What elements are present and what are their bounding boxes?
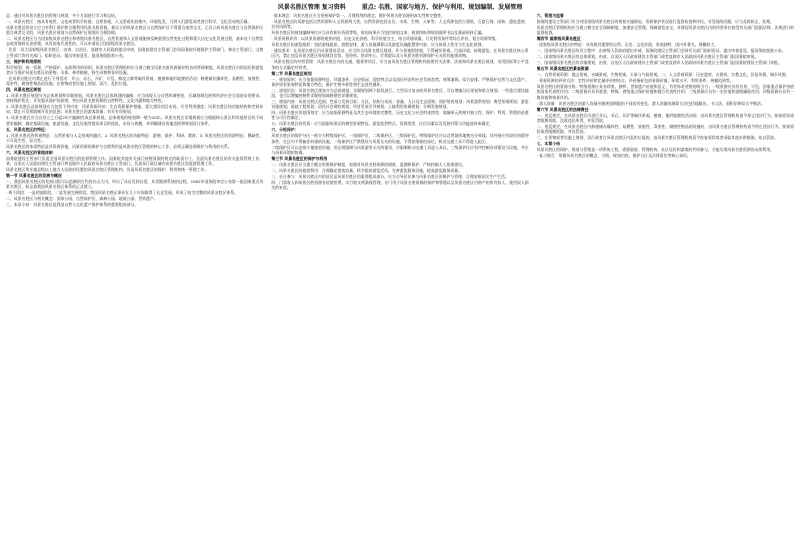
paragraph: 风景名胜区的规划编制单位应当具有相应资质等级，规划成果应当包括规划文本、规划图纸和规划说明书以及基础资料汇编。 (271, 30, 486, 36)
paragraph: · 注意：设立国家级风景名胜区，由省、自治区、直辖市人民政府提出申请，国务院建设主管部门会同国务院环境保护主管部门、林业主管部门、文物主管部门等有关部门，组织论证，提出审查意见，报国务院批准公布。 (6, 47, 264, 58)
text-columns (6, 13, 794, 555)
paragraph: 二、风景名胜区分为国家级风景名胜区和省级风景名胜区。自然景观和人文景观能够反映重要自然变化过程和重大历史文化发展过程，基本处于自然状态或者保持历史原貌，具有国家代表性的，可以申请设立国家级风景名胜区。 (6, 36, 264, 47)
section-heading: 第六节 风景名胜区的法律责任 (536, 106, 589, 112)
paragraph: 一、国家级风景名胜区的设立程序：由省级人民政府提出申请，国务院建设主管部门会同有关部门组织论证，提出审查意见，报国务院批准公布。 (536, 48, 786, 54)
paragraph: 四、门票收入和风景名胜资源有偿使用费，实行收支两条线管理，专门用于风景名胜资源的保护和管理以及风景名胜区内财产的所有权人、使用权人损失的补偿。 (271, 179, 529, 191)
column-1 (6, 13, 263, 555)
key-heading: 六、风景名胜区的管理体制 (6, 149, 53, 155)
key-heading: 五、风景名胜区的特征： (6, 126, 49, 132)
paragraph: 风景名胜区的游览组织：包括游线组织、游程安排、游人容量测算以及游览设施配置等内容，应当体现人性化与生态化原则。 (271, 42, 486, 48)
paragraph: 三、规划内容：风景名胜区范围、性质与发展目标；分区、结构与布局；容量、人口及生态原则；保护培育规划；风景游赏规划；典型景观规划；游览设施规划；基础工程规划；居民社会调控规划；经济发展引导规划；土地利用协调规划；分期发展规划。 (271, 99, 529, 110)
column-3 (537, 13, 794, 555)
paragraph: 风景名胜区的保护分区一般分为特级保护区、一级保护区、二级保护区、三级保护区。特级保护区应以自然地形地物为分界线，其外围应有较好的缓冲条件，在区内不得搞任何建筑设施。一级保护区严禁建设与风景无关的设施，不得安排旅宿床位，机动交通工具不得进入此区。 (271, 133, 529, 144)
paragraph: 风景名胜区的景源分级：特级景源应具有珍贵、独特、世界遗产价值和意义，有世界奇迹般的吸引力；一级景源应具有名贵、罕见、国家重点保护价值和国家代表性作用；二级景源应具有重要、特殊、省级重点保护价值和地方代表性作用；三级景源应具有一定价值和游线辅助作用；四级景源应具有一般价值和构景作用。 (536, 84, 794, 100)
paragraph: 1. 风景名胜区的景观特征：自然景观与人文景观的融合；2. 风景名胜区的功能特征：游憩、保护、科研、教育；3. 风景名胜区的资源特征：稀缺性、不可再生性、综合性。 (6, 132, 264, 143)
paragraph: · 风景名胜区的经营管理：风景名胜区内的交通、服务等项目，应当由风景名胜区管理机构依照有关法律、法规和风景名胜区规划，采用招标等公平竞争的方式确定经营者。 (271, 59, 529, 70)
paragraph: 一、风景名胜区应当建立健全资源保护制度，加强对风景名胜资源的调查、监测和保护，严格控制人工景观建设。 (271, 161, 466, 167)
paragraph: 国务院建设主管部门负责全国风景名胜区的监督管理工作。国务院其他有关部门按照国务院规定的职责分工，负责风景名胜区的有关监督管理工作。省、自治区人民政府建设主管部门和直辖市人民政府风景名胜区主管部门，负责本行政区域内风景名胜区的监督管理工作。 (6, 155, 264, 167)
paragraph: · 国家级风景名胜区的特征：具有极其重要的自然、历史、文化价值，景观独特，国内外著名，规模较大。 (536, 42, 719, 48)
paragraph: 三、本章小结：风景名胜区是我国自然与文化遗产保护体系的重要组成部分。 (6, 202, 139, 208)
paragraph: · 风景资源评价：以风景资源的观赏价值、历史文化价值、科学价值为主，结合环境质量、开发利用条件等综合评价，划分资源等级。 (271, 36, 500, 42)
paragraph: · 建设要求：在风景名胜区内从事建设活动，应当符合风景名胜区规划，并与景观相协调，不得破坏景观、污染环境、妨碍游览。在风景名胜区核心景区内，禁止违反风景名胜区规划建设宾馆、招待所、培训中心、疗养院以及与风景名胜资源保护无关的其他建筑物。 (271, 48, 529, 59)
paragraph: 二、规划层次：风景名胜区规划分为总体规划、详细规划两个阶段进行。大型而又复杂的风景名胜区，可以增编分区规划和景点规划。一些重点建设地段，也可以增编控制性详细规划或修建性详细规划。 (271, 87, 529, 99)
paragraph: · 两个阶段：一是初创阶段，二是发展完善阶段。我国风景名胜区事业在几十年间取得了长足发展，形成了较为完整的风景名胜区体系。 (6, 190, 239, 196)
paragraph: 二、违反规定，在风景名胜区内修建储存爆炸性、易燃性、放射性、毒害性、腐蚀性物品的设施的，由风景名胜区管理机构责令停止违法行为、恢复原状或者限期拆除，并处罚款。 (536, 123, 794, 135)
paragraph: 风景名胜区的本质特征是其资源价值，风景资源的保护与合理利用是风景名胜区管理的核心工作，必须正确处理保护与利用的关系。 (6, 143, 232, 149)
paragraph: 风景名胜区的保护、规划与管理是一项系统工程，需要政府、管理机构、社区居民和游客的共同参与，才能实现风景名胜资源的永续利用。 (536, 147, 774, 153)
paragraph: · 基本理念：风景名胜区应当坚持保护第一、合理利用的理念，维护风景名胜资源的真实性和完整性。 (271, 13, 445, 18)
paragraph: 一、自然景观资源：地文景观、水域景观、生物景观、天象与气候景观。二、人文景观资源：历史遗迹、古建筑、宗教文化、民俗风情、城乡风貌。 (536, 72, 790, 78)
paragraph: · 在风景名胜区内禁止进行下列活动：开山、采石、开矿、开荒、修坟立碑等破坏景观、植被和地形地貌的活动；修建储存爆炸性、易燃性、放射性、毒害性、腐蚀性物品的设施；在景物或者设施上刻划、涂污；乱扔垃圾。 (6, 75, 264, 87)
paragraph: 五、风景名胜区的性质：应当依据风景区的典型景观特征、游览欣赏特点、资源类型、区位因素以及发展对策与功能选择来确定。 (271, 121, 494, 127)
paragraph: 3. 风景名胜区应当自设立之日起2年内编制完成总体规划。总体规划的规划期一般为20年。风景名胜区详细规划应当根据核心景区和其他景区的不同要求编制，确定基础设施、旅游设施、文化设施等建设项目的选址、布局与规模，并明确建设用地范围和规划设计条件。 (6, 115, 264, 126)
paragraph: 三、社区参与：风景名胜区内的居民是风景名胜区的重要组成部分，应当引导居民参与风景名胜区的保护与管理，合理安排居民生产生活。 (271, 173, 509, 179)
header-title: 风景名胜区管理 复习资料 (277, 3, 346, 11)
paragraph: 1. 风景名胜区规划分为总体规划和详细规划。风景名胜区总体规划的编制，应当体现人与自然和谐相处、区域协调发展和经济社会全面进步的要求，坚持保护优先、开发服从保护的原则，突出风景名胜资源的自然特性、文化内涵和地方特色。 (6, 93, 264, 104)
paragraph: 风景名胜区所在地县级以上地方人民政府设置的风景名胜区管理机构，负责风景名胜区的保护、利用和统一管理工作。 (6, 167, 209, 173)
paragraph: · 复习要点：掌握风景名胜区的概念、分级、规划内容、保护分区及法律责任等核心知识。 (536, 153, 691, 159)
section-heading: 第一节 风景名胜区的发展与概况 (6, 173, 62, 179)
paragraph: 二级保护区可以安排少量旅宿设施，但必须限制与风景游赏无关的建设，应限制机动交通工具进入本区。三级保护区应有序控制各项建设与设施，并应与风景环境相协调。 (271, 144, 529, 155)
paragraph: 科学规划、统一管理、严格保护、永续利用的原则。风景名胜区管理机构应当建立健全风景名胜资源保护的各项管理制度。风景名胜区内的居民和游览者应当保护风景名胜区的景物、水体、林草植被、野生动物和各项设施。 (6, 64, 264, 75)
section-heading: 三、保护和利用原则 (6, 58, 42, 64)
paragraph: 二、风景名胜区的旅游利用：合理确定游客容量，科学组织游览活动，完善游览服务设施，提高游览服务质量。 (271, 167, 462, 173)
paragraph: 风景名胜区管理机构应当建立健全安全保障制度，加强安全管理，保障游览安全，并督促风景名胜区内的经营单位接受有关部门依据法律、法规进行的监督检查。 (536, 25, 794, 36)
key-heading: 七、本章小结 (536, 141, 560, 147)
header-subtitle: 重点: 名胜、国家与地方、保护与利用、规划编制、发展管理 (361, 3, 523, 11)
paragraph: 2. 风景名胜区总体规划应当包括下列内容：风景资源评价；生态资源保护措施、重大建设项目布局、开发利用强度；风景名胜区的功能结构和空间布局；禁止开发和限制开发的范围；风景名胜区的游客容量；有关专项规划。 (6, 104, 264, 115)
paragraph: 二、国家级风景名胜区的总体规划，由省、自治区人民政府建设主管部门或者直辖市人民政府风景名胜区主管部门报国务院审批。 (536, 54, 759, 60)
section-heading: 第三节 风景名胜区的保护与利用 (271, 155, 328, 161)
paragraph: 总：通过对风景名胜区的管理与规划，多个方面进行学习和总结。 (6, 13, 119, 18)
paragraph: 三、国家级风景名胜区的详细规划，由省、自治区人民政府建设主管部门或者直辖市人民政府风景名胜区主管部门报国务院建设主管部门审批。 (536, 60, 782, 66)
page-header (0, 0, 800, 12)
paragraph: 一、风景名胜区：指具有观赏、文化或者科学价值，自然景观、人文景观比较集中，环境优美，可供人们游览或者进行科学、文化活动的区域。 (6, 19, 252, 24)
paragraph: 一、规划原则：应当依据资源特征、环境条件、历史情况、现状特点以及国民经济和社会发展趋势，统筹兼顾，综合安排。严格保护自然与文化遗产，保护原有景观特征和地方特色，维护生物多样性和生态良性循环。 (271, 76, 529, 87)
paragraph: 风景名胜区的设立应当有利于保护和合理利用风景名胜资源。新设立的风景名胜区与自然保护区不得重合或者交叉；已设立的风景名胜区与自然保护区重合或者交叉的，风景名胜区规划与自然保护区规划应当相协调。 (6, 25, 264, 36)
paragraph: · 风景名胜区的资源包括自然资源和人文资源两大类。自然资源包括山岳、水体、生物、天象等；人文资源包括古建筑、石窟石刻、园林、遗址遗迹、民俗风情等。 (271, 19, 529, 30)
section-heading: 第二节 风景名胜区规划 (271, 70, 312, 76)
paragraph: · 景观资源的评价方法：定性评价和定量评价相结合。评价指标包括景源价值、环境水平、利用条件、规模范围等。 (536, 78, 734, 84)
paragraph: 国务院建设主管部门应当对国家级风景名胜区的规划实施情况、资源保护状况进行监督检查和评估。对发现的问题，应当及时纠正、处理。 (536, 19, 774, 24)
section-heading: 第五节 风景名胜区的景观资源 (536, 66, 589, 72)
paragraph: 一、违反规定，在风景名胜区内进行开山、采石、开矿等破坏景观、植被、地形地貌的活动的，由风景名胜区管理机构责令停止违法行为、恢复原状或者限期拆除，没收违法所得，并处罚款。 (536, 112, 794, 123)
column-2 (271, 13, 528, 555)
key-heading: 六、管理与监督 (536, 13, 564, 18)
paragraph: 一、我国风景名胜区的发展历程可以追溯到古代的名山大川，经历了从自发到自觉、从零散到系统的过程。1982年国务院审定公布第一批国家重点风景名胜区，标志着我国风景名胜区体系的正式建立。 (6, 179, 264, 190)
key-heading: 六、分级保护： (271, 127, 299, 133)
paragraph: 三、在景物或者设施上刻划、涂污或者在风景名胜区内乱扔垃圾的，由风景名胜区管理机构责令恢复原状或者采取其他补救措施，处以罚款。 (536, 135, 778, 141)
section-heading: 四、风景名胜区规划 (6, 87, 42, 93)
paragraph: 四、风景名胜区的范围划定：应当依据景源特征及其生态环境的完整性、历史文化与社会的连续性、地域单元的相对独立性、保护、利用、管理的必要性与可行性确定。 (271, 110, 529, 121)
paragraph: 二、风景名胜区与相关概念：国家公园、自然保护区、森林公园、地质公园、世界遗产。 (6, 196, 158, 202)
paragraph: · 游人容量：风景名胜区的游人容量应随规划期限的不同而有变化。游人容量的测算方法包括线路法、卡口法、面积法和综合平衡法。 (536, 100, 765, 106)
section-heading: 第四节 国家级风景名胜区 (536, 36, 581, 42)
